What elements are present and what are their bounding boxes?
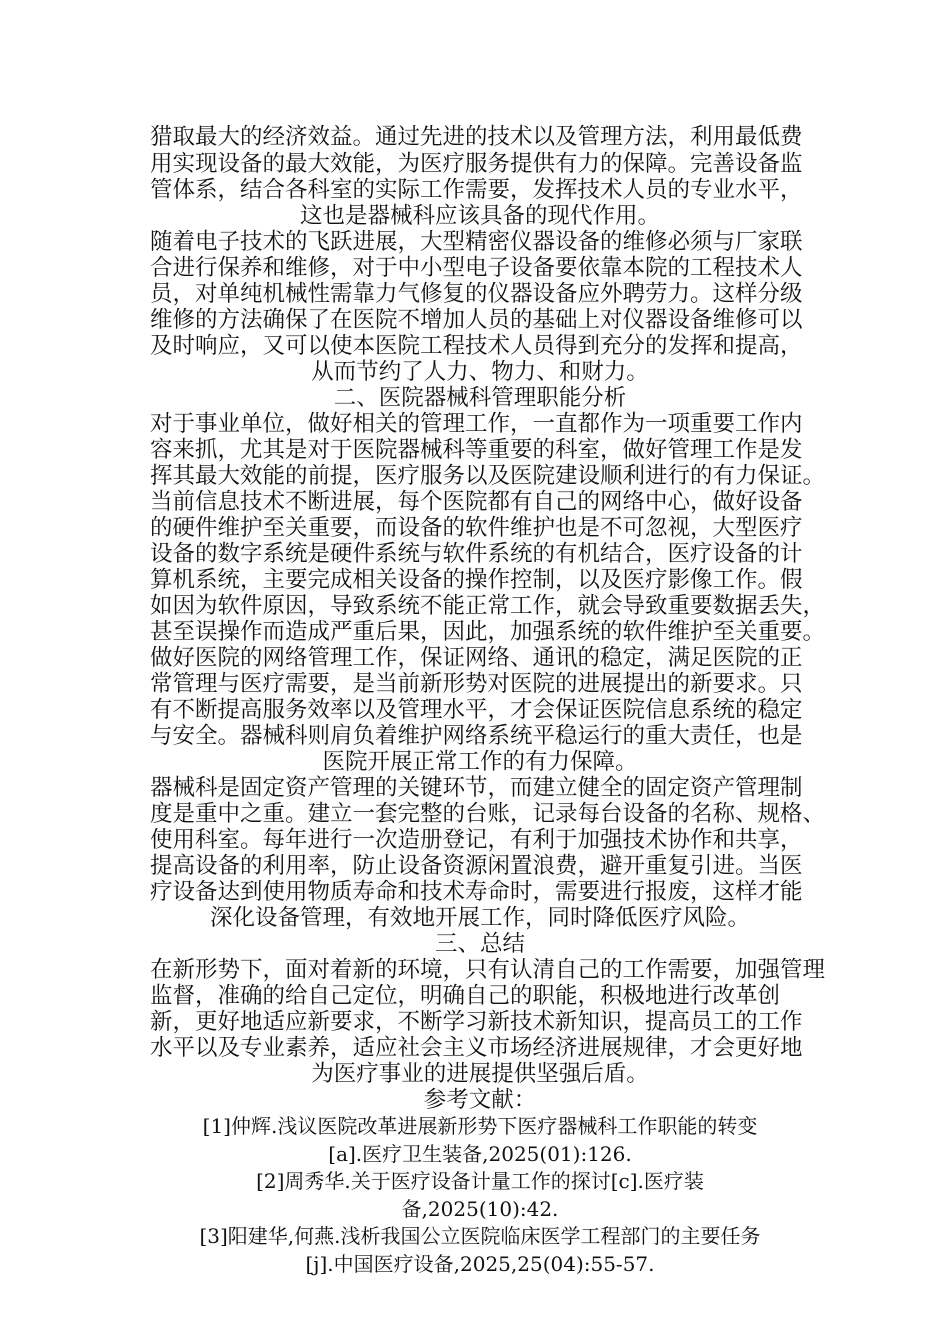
body-text-line: 在新形势下，面对着新的环境，只有认清自己的工作需要，加强管理: [150, 957, 826, 983]
body-text-line: 深化设备管理，有效地开展工作，同时降低医疗风险。: [209, 905, 750, 931]
body-text-line: 器械科是固定资产管理的关键环节，而建立健全的固定资产管理制: [150, 775, 803, 801]
body-text-line: 对于事业单位，做好相关的管理工作，一直都作为一项重要工作内: [150, 411, 803, 437]
section-heading: 二、医院器械科管理职能分析: [333, 385, 627, 411]
body-text-line: 监督，准确的给自己定位，明确自己的职能，积极地进行改革创: [150, 983, 781, 1009]
reference-line: [3]阳建华,何燕.浅析我国公立医院临床医学工程部门的主要任务: [199, 1224, 761, 1248]
body-text-line: 如因为软件原因，导致系统不能正常工作，就会导致重要数据丢失，: [150, 593, 826, 619]
body-text-line: 管体系，结合各科室的实际工作需要，发挥技术人员的专业水平，: [150, 177, 803, 203]
reference-line: [2]周秀华.关于医疗设备计量工作的探讨[c].医疗装: [256, 1169, 704, 1193]
body-text-line: 度是重中之重。建立一套完整的台账，记录每台设备的名称、规格、: [150, 801, 826, 827]
body-text-line: 算机系统，主要完成相关设备的操作控制，以及医疗影像工作。假: [150, 567, 803, 593]
body-text-line: 用实现设备的最大效能，为医疗服务提供有力的保障。完善设备监: [150, 151, 803, 177]
body-text-line: 挥其最大效能的前提，医疗服务以及医院建设顺利进行的有力保证。: [150, 463, 826, 489]
reference-line: [a].医疗卫生装备,2025(01):126.: [328, 1142, 632, 1166]
body-text-line: 提高设备的利用率，防止设备资源闲置浪费，避开重复引进。当医: [150, 853, 803, 879]
body-text-line: 有不断提高服务效率以及管理水平，才会保证医院信息系统的稳定: [150, 697, 803, 723]
body-text-line: 从而节约了人力、物力、和财力。: [311, 359, 649, 385]
body-text-line: 新，更好地适应新要求，不断学习新技术新知识，提高员工的工作: [150, 1009, 803, 1035]
body-text-line: 员，对单纯机械性需靠力气修复的仪器设备应外聘劳力。这样分级: [150, 281, 803, 307]
reference-line: 备,2025(10):42.: [401, 1197, 559, 1221]
body-text-line: 水平以及专业素养，适应社会主义市场经济进展规律，才会更好地: [150, 1035, 803, 1061]
body-text-line: 为医疗事业的进展提供坚强后盾。: [311, 1061, 649, 1087]
section-heading: 三、总结: [434, 931, 525, 957]
body-text-line: 医院开展正常工作的有力保障。: [322, 749, 638, 775]
body-text-line: 维修的方法确保了在医院不增加人员的基础上对仪器设备维修可以: [150, 307, 803, 333]
body-text-line: 这也是器械科应该具备的现代作用。: [299, 203, 660, 229]
reference-line: [j].中国医疗设备,2025,25(04):55-57.: [305, 1252, 655, 1276]
body-text-line: 容来抓，尤其是对于医院器械科等重要的科室，做好管理工作是发: [150, 437, 803, 463]
body-text-line: 做好医院的网络管理工作，保证网络、通讯的稳定，满足医院的正: [150, 645, 803, 671]
body-text-line: 常管理与医疗需要，是当前新形势对医院的进展提出的新要求。只: [150, 671, 803, 697]
body-text-line: 猎取最大的经济效益。通过先进的技术以及管理方法，利用最低费: [150, 124, 803, 150]
body-text-line: 的硬件维护至关重要，而设备的软件维护也是不可忽视，大型医疗: [150, 515, 803, 541]
body-text-line: 疗设备达到使用物质寿命和技术寿命时，需要进行报废，这样才能: [150, 879, 803, 905]
body-text-line: 随着电子技术的飞跃进展，大型精密仪器设备的维修必须与厂家联: [150, 229, 803, 255]
reference-line: [1]仲辉.浅议医院改革进展新形势下医疗器械科工作职能的转变: [202, 1114, 758, 1138]
body-text-line: 当前信息技术不断进展，每个医院都有自己的网络中心，做好设备: [150, 489, 803, 515]
body-text-line: 合进行保养和维修，对于中小型电子设备要依靠本院的工程技术人: [150, 255, 803, 281]
body-text-line: 及时响应，又可以使本医院工程技术人员得到充分的发挥和提高，: [150, 333, 803, 359]
references-heading: 参考文献：: [423, 1087, 537, 1113]
body-text-line: 甚至误操作而造成严重后果，因此，加强系统的软件维护至关重要。: [150, 619, 826, 645]
body-text-line: 使用科室。每年进行一次造册登记，有利于加强技术协作和共享，: [150, 827, 803, 853]
body-text-line: 与安全。器械科则肩负着维护网络系统平稳运行的重大责任，也是: [150, 723, 803, 749]
body-text-line: 设备的数字系统是硬件系统与软件系统的有机结合，医疗设备的计: [150, 541, 803, 567]
